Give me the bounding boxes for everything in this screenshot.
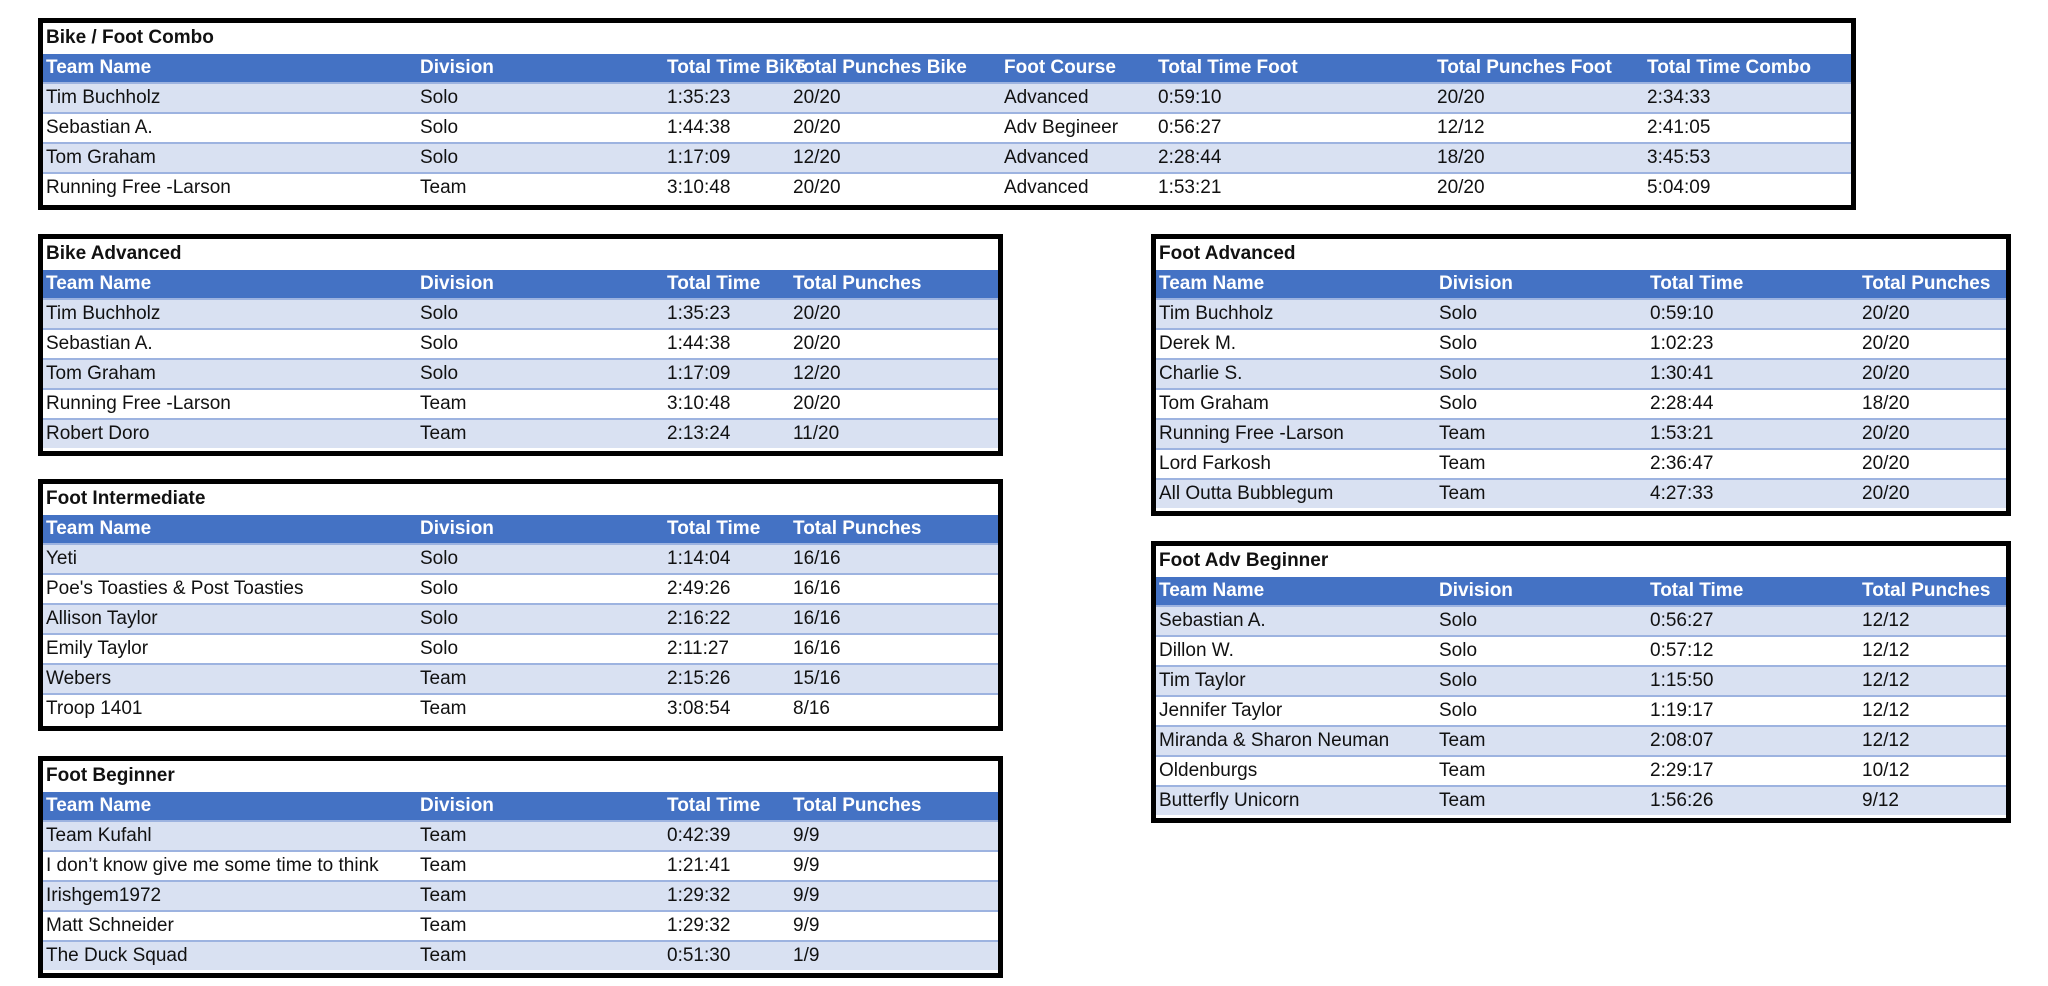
- table-row: [1156, 605, 2006, 635]
- table-foot-intermediate: [38, 479, 1003, 731]
- table-cell: Team: [420, 945, 467, 966]
- table-cell: 3:45:53: [1647, 147, 1711, 168]
- column-header: Total Time: [667, 273, 761, 294]
- table-cell: Solo: [420, 87, 459, 108]
- header-row: [1156, 268, 2006, 298]
- table-cell: 0:59:10: [1158, 87, 1222, 108]
- table-cell: Webers: [46, 668, 112, 689]
- table-cell: 1/9: [793, 945, 820, 966]
- table-row: [43, 112, 1851, 142]
- table-cell: 9/9: [793, 885, 820, 906]
- table-row: [43, 693, 998, 723]
- column-header: Team Name: [46, 273, 152, 294]
- table-cell: 1:21:41: [667, 855, 731, 876]
- table-cell: 12/12: [1437, 117, 1485, 138]
- table-cell: Sebastian A.: [46, 333, 153, 354]
- table-cell: Tim Buchholz: [1159, 303, 1274, 324]
- table-row: [1156, 755, 2006, 785]
- table-bike-foot-combo: [38, 18, 1856, 210]
- column-header: Total Punches Bike: [793, 57, 967, 78]
- table-cell: 20/20: [1862, 303, 1910, 324]
- table-cell: 1:53:21: [1650, 423, 1714, 444]
- header-row: [43, 268, 998, 298]
- table-cell: 20/20: [1862, 483, 1910, 504]
- column-header: Total Time Bike: [667, 57, 806, 78]
- table-cell: 1:30:41: [1650, 363, 1714, 384]
- table-cell: Troop 1401: [46, 698, 143, 719]
- table-cell: Solo: [420, 363, 459, 384]
- table-cell: Running Free -Larson: [1159, 423, 1344, 444]
- table-cell: Tom Graham: [46, 363, 156, 384]
- table-cell: 0:59:10: [1650, 303, 1714, 324]
- column-header: Team Name: [46, 518, 152, 539]
- header-row: [43, 52, 1851, 82]
- table-cell: Charlie S.: [1159, 363, 1243, 384]
- table-row: [43, 850, 998, 880]
- table-cell: 9/12: [1862, 790, 1899, 811]
- table-row: [43, 328, 998, 358]
- table-cell: 1:29:32: [667, 915, 731, 936]
- column-header: Total Punches Foot: [1437, 57, 1612, 78]
- table-cell: 18/20: [1862, 393, 1910, 414]
- table-row: [43, 573, 998, 603]
- table-cell: Solo: [420, 548, 459, 569]
- table-cell: Dillon W.: [1159, 640, 1234, 661]
- table-row: [1156, 785, 2006, 815]
- column-header: Division: [420, 273, 494, 294]
- table-cell: Solo: [1439, 363, 1478, 384]
- table-cell: 20/20: [793, 117, 841, 138]
- table-cell: Matt Schneider: [46, 915, 174, 936]
- table-cell: 12/12: [1862, 700, 1910, 721]
- table-cell: 20/20: [1862, 333, 1910, 354]
- table-row: [43, 940, 998, 970]
- table-cell: 1:15:50: [1650, 670, 1714, 691]
- table-row: [43, 418, 998, 448]
- column-header: Total Time: [1650, 580, 1744, 601]
- table-cell: 15/16: [793, 668, 841, 689]
- table-cell: Team: [420, 915, 467, 936]
- table-cell: 2:28:44: [1158, 147, 1222, 168]
- table-cell: 2:34:33: [1647, 87, 1711, 108]
- table-cell: Miranda & Sharon Neuman: [1159, 730, 1390, 751]
- table-cell: Solo: [1439, 393, 1478, 414]
- table-cell: 8/16: [793, 698, 830, 719]
- table-cell: Lord Farkosh: [1159, 453, 1271, 474]
- table-cell: Jennifer Taylor: [1159, 700, 1283, 721]
- column-header: Division: [420, 518, 494, 539]
- table-cell: 2:13:24: [667, 423, 731, 444]
- table-foot-beginner: [38, 756, 1003, 978]
- table-row: [1156, 418, 2006, 448]
- table-cell: Poe's Toasties & Post Toasties: [46, 578, 304, 599]
- table-cell: 16/16: [793, 578, 841, 599]
- table-title: Foot Advanced: [1156, 239, 2006, 268]
- table-cell: 12/20: [793, 363, 841, 384]
- header-row: [1156, 575, 2006, 605]
- table-cell: Solo: [420, 578, 459, 599]
- header-row: [43, 790, 998, 820]
- table-foot-adv-beginner: [1151, 541, 2011, 823]
- table-cell: 20/20: [793, 333, 841, 354]
- column-header: Total Time Combo: [1647, 57, 1811, 78]
- column-header: Total Punches: [1862, 273, 1991, 294]
- table-row: [1156, 298, 2006, 328]
- table-cell: Solo: [420, 333, 459, 354]
- table-cell: 2:29:17: [1650, 760, 1714, 781]
- table-cell: 2:41:05: [1647, 117, 1711, 138]
- table-row: [1156, 665, 2006, 695]
- table-cell: Emily Taylor: [46, 638, 149, 659]
- table-cell: Solo: [420, 147, 459, 168]
- table-row: [43, 633, 998, 663]
- table-cell: 1:17:09: [667, 147, 731, 168]
- table-cell: Running Free -Larson: [46, 177, 231, 198]
- table-cell: Advanced: [1004, 177, 1089, 198]
- column-header: Total Time: [1650, 273, 1744, 294]
- table-row: [43, 880, 998, 910]
- table-cell: Team: [420, 825, 467, 846]
- table-cell: 20/20: [793, 393, 841, 414]
- table-cell: 1:19:17: [1650, 700, 1714, 721]
- table-cell: Sebastian A.: [1159, 610, 1266, 631]
- table-cell: Solo: [1439, 640, 1478, 661]
- table-row: [1156, 358, 2006, 388]
- column-header: Division: [420, 795, 494, 816]
- table-cell: Solo: [420, 303, 459, 324]
- table-row: [43, 543, 998, 573]
- table-cell: 12/12: [1862, 670, 1910, 691]
- table-row: [43, 820, 998, 850]
- table-cell: Derek M.: [1159, 333, 1237, 354]
- table-cell: 2:16:22: [667, 608, 731, 629]
- table-cell: 1:44:38: [667, 333, 731, 354]
- table-cell: 11/20: [793, 423, 840, 444]
- table-cell: 2:11:27: [667, 638, 729, 659]
- table-cell: 2:28:44: [1650, 393, 1714, 414]
- table-cell: Robert Doro: [46, 423, 150, 444]
- table-row: [43, 663, 998, 693]
- table-cell: 0:42:39: [667, 825, 731, 846]
- table-cell: 20/20: [793, 303, 841, 324]
- table-title: Foot Adv Beginner: [1156, 546, 2006, 575]
- table-cell: The Duck Squad: [46, 945, 188, 966]
- table-row: [1156, 635, 2006, 665]
- table-cell: 20/20: [1437, 87, 1485, 108]
- table-cell: Team Kufahl: [46, 825, 152, 846]
- table-row: [1156, 328, 2006, 358]
- table-cell: Tim Buchholz: [46, 303, 161, 324]
- table-cell: 20/20: [793, 177, 841, 198]
- table-row: [1156, 388, 2006, 418]
- table-row: [43, 388, 998, 418]
- table-cell: Allison Taylor: [46, 608, 158, 629]
- table-cell: 20/20: [1437, 177, 1485, 198]
- table-cell: Team: [420, 393, 467, 414]
- column-header: Total Time: [667, 795, 761, 816]
- table-cell: 16/16: [793, 638, 841, 659]
- table-cell: Team: [1439, 730, 1486, 751]
- table-cell: Solo: [1439, 610, 1478, 631]
- table-cell: 16/16: [793, 608, 841, 629]
- table-cell: Team: [420, 177, 467, 198]
- column-header: Total Punches: [793, 795, 922, 816]
- table-cell: Oldenburgs: [1159, 760, 1258, 781]
- table-cell: 9/9: [793, 855, 820, 876]
- table-cell: Team: [420, 698, 467, 719]
- table-title: Foot Intermediate: [43, 484, 998, 513]
- table-row: [43, 910, 998, 940]
- table-cell: 1:17:09: [667, 363, 731, 384]
- table-cell: 16/16: [793, 548, 841, 569]
- table-cell: 12/20: [793, 147, 841, 168]
- table-row: [1156, 725, 2006, 755]
- column-header: Team Name: [46, 795, 152, 816]
- column-header: Division: [1439, 273, 1513, 294]
- table-cell: 1:44:38: [667, 117, 731, 138]
- table-cell: Team: [420, 885, 467, 906]
- table-cell: 0:57:12: [1650, 640, 1714, 661]
- table-cell: 0:51:30: [667, 945, 731, 966]
- table-cell: 12/12: [1862, 640, 1910, 661]
- table-cell: Team: [420, 423, 467, 444]
- table-row: [1156, 478, 2006, 508]
- table-cell: Tim Taylor: [1159, 670, 1246, 691]
- table-cell: I don’t know give me some time to think: [46, 855, 379, 876]
- table-cell: 1:35:23: [667, 87, 731, 108]
- table-cell: 1:35:23: [667, 303, 731, 324]
- table-cell: Advanced: [1004, 87, 1089, 108]
- table-bike-advanced: [38, 234, 1003, 456]
- table-cell: Tim Buchholz: [46, 87, 161, 108]
- table-cell: Team: [1439, 483, 1486, 504]
- table-cell: Adv Begineer: [1004, 117, 1119, 138]
- table-cell: 2:15:26: [667, 668, 731, 689]
- table-title: Bike Advanced: [43, 239, 998, 268]
- table-cell: Team: [1439, 790, 1486, 811]
- table-cell: Tom Graham: [46, 147, 156, 168]
- table-cell: 20/20: [1862, 453, 1910, 474]
- table-cell: Team: [420, 668, 467, 689]
- table-cell: Solo: [420, 638, 459, 659]
- table-cell: 9/9: [793, 825, 820, 846]
- table-cell: 18/20: [1437, 147, 1485, 168]
- table-cell: 4:27:33: [1650, 483, 1714, 504]
- table-cell: Solo: [1439, 333, 1478, 354]
- table-cell: Irishgem1972: [46, 885, 162, 906]
- table-cell: 20/20: [1862, 423, 1910, 444]
- header-row: [43, 513, 998, 543]
- column-header: Total Punches: [793, 518, 922, 539]
- table-row: [43, 358, 998, 388]
- table-cell: Yeti: [46, 548, 77, 569]
- table-cell: All Outta Bubblegum: [1159, 483, 1334, 504]
- column-header: Total Punches: [793, 273, 922, 294]
- table-cell: Solo: [1439, 303, 1478, 324]
- table-row: [43, 142, 1851, 172]
- table-row: [1156, 695, 2006, 725]
- table-title: Foot Beginner: [43, 761, 998, 790]
- table-cell: Butterfly Unicorn: [1159, 790, 1300, 811]
- table-cell: 12/12: [1862, 730, 1910, 751]
- table-cell: Advanced: [1004, 147, 1089, 168]
- table-row: [1156, 448, 2006, 478]
- table-cell: 20/20: [1862, 363, 1910, 384]
- column-header: Total Time: [667, 518, 761, 539]
- table-row: [43, 172, 1851, 202]
- table-row: [43, 603, 998, 633]
- column-header: Team Name: [1159, 273, 1265, 294]
- table-cell: 1:14:04: [667, 548, 731, 569]
- table-cell: Running Free -Larson: [46, 393, 231, 414]
- table-cell: 1:53:21: [1158, 177, 1222, 198]
- column-header: Total Punches: [1862, 580, 1991, 601]
- table-cell: 2:08:07: [1650, 730, 1714, 751]
- column-header: Division: [420, 57, 494, 78]
- column-header: Foot Course: [1004, 57, 1116, 78]
- table-cell: 1:02:23: [1650, 333, 1714, 354]
- table-cell: 12/12: [1862, 610, 1910, 631]
- table-cell: Tom Graham: [1159, 393, 1269, 414]
- table-cell: 5:04:09: [1647, 177, 1711, 198]
- table-cell: 20/20: [793, 87, 841, 108]
- table-cell: 2:36:47: [1650, 453, 1714, 474]
- table-cell: Team: [1439, 423, 1486, 444]
- table-cell: Solo: [420, 608, 459, 629]
- table-cell: Solo: [1439, 670, 1478, 691]
- table-cell: 3:10:48: [667, 177, 731, 198]
- column-header: Total Time Foot: [1158, 57, 1298, 78]
- table-cell: 9/9: [793, 915, 820, 936]
- table-cell: Solo: [1439, 700, 1478, 721]
- table-title: Bike / Foot Combo: [43, 23, 1851, 52]
- table-cell: 0:56:27: [1158, 117, 1222, 138]
- table-cell: 1:29:32: [667, 885, 731, 906]
- table-cell: 3:08:54: [667, 698, 731, 719]
- column-header: Team Name: [46, 57, 152, 78]
- table-cell: Team: [420, 855, 467, 876]
- table-cell: 10/12: [1862, 760, 1910, 781]
- table-cell: Sebastian A.: [46, 117, 153, 138]
- table-cell: 2:49:26: [667, 578, 731, 599]
- table-row: [43, 298, 998, 328]
- table-cell: Team: [1439, 453, 1486, 474]
- table-cell: 3:10:48: [667, 393, 731, 414]
- column-header: Team Name: [1159, 580, 1265, 601]
- table-cell: Solo: [420, 117, 459, 138]
- table-foot-advanced: [1151, 234, 2011, 516]
- column-header: Division: [1439, 580, 1513, 601]
- table-cell: Team: [1439, 760, 1486, 781]
- table-row: [43, 82, 1851, 112]
- table-cell: 1:56:26: [1650, 790, 1714, 811]
- table-cell: 0:56:27: [1650, 610, 1714, 631]
